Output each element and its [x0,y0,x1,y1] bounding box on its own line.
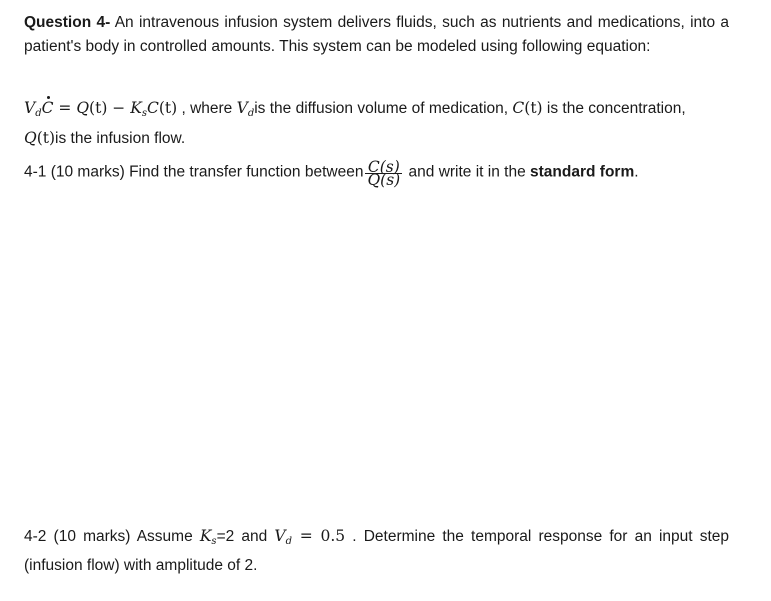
eq-c: C [146,99,159,117]
ks-value: =2 and [216,528,275,545]
eq-v: V [24,99,36,117]
q-t: (t) [36,129,56,147]
eq-k-sub: s [141,108,147,119]
vd2-v: V [274,527,286,545]
part1-prefix: 4-1 (10 marks) Find the transfer function between [24,163,364,181]
vd-v: V [236,99,248,117]
question-intro-text: An intravenous infusion system delivers fluids, such as nutrients and medications, into a patient's body in controlled amounts. This system can be modeled using following equation: [24,14,729,55]
part-4-1 [24,158,729,189]
eq-q: Q [76,99,90,117]
eq-where: , where [177,100,237,117]
eq-equals: = [53,99,77,117]
eq-c-dot: C [42,96,54,120]
transfer-fraction [365,158,402,189]
model-equation [24,96,729,151]
eq-minus: − [107,99,131,117]
eq-t1: (t) [89,99,108,117]
ks-k: K [199,527,212,545]
standard-form-bold: standard form [530,163,635,181]
part2-prefix: 4-2 (10 marks) Assume [24,528,200,545]
question-heading: Question 4- [24,14,111,31]
eq-t2: (t) [158,99,178,117]
part1-middle: and write it in the [404,163,531,181]
part-4-2 [24,524,729,578]
c-symbol: C [512,99,525,117]
c-t: (t) [524,99,543,117]
part1-end: . [634,163,639,181]
vd-description: is the diffusion volume of medication, [254,100,513,117]
vd-sub: d [247,108,255,119]
q-description: is the infusion flow. [55,130,186,147]
c-description: is the concentration, [542,100,686,117]
ks-sub: s [211,536,217,547]
fraction-denominator: Q(s) [367,171,401,189]
vd2-sub: d [285,536,292,547]
vd-value: = 0.5 [291,527,346,545]
q-symbol: Q [24,129,37,147]
fraction-numerator: C(s) [365,161,402,174]
question-intro [24,11,729,59]
eq-k: K [130,99,142,117]
part2-rest: . Determine the temporal response for an input step (infusion flow) with amplitude of 2. [24,528,729,574]
eq-v-sub: d [35,108,42,119]
